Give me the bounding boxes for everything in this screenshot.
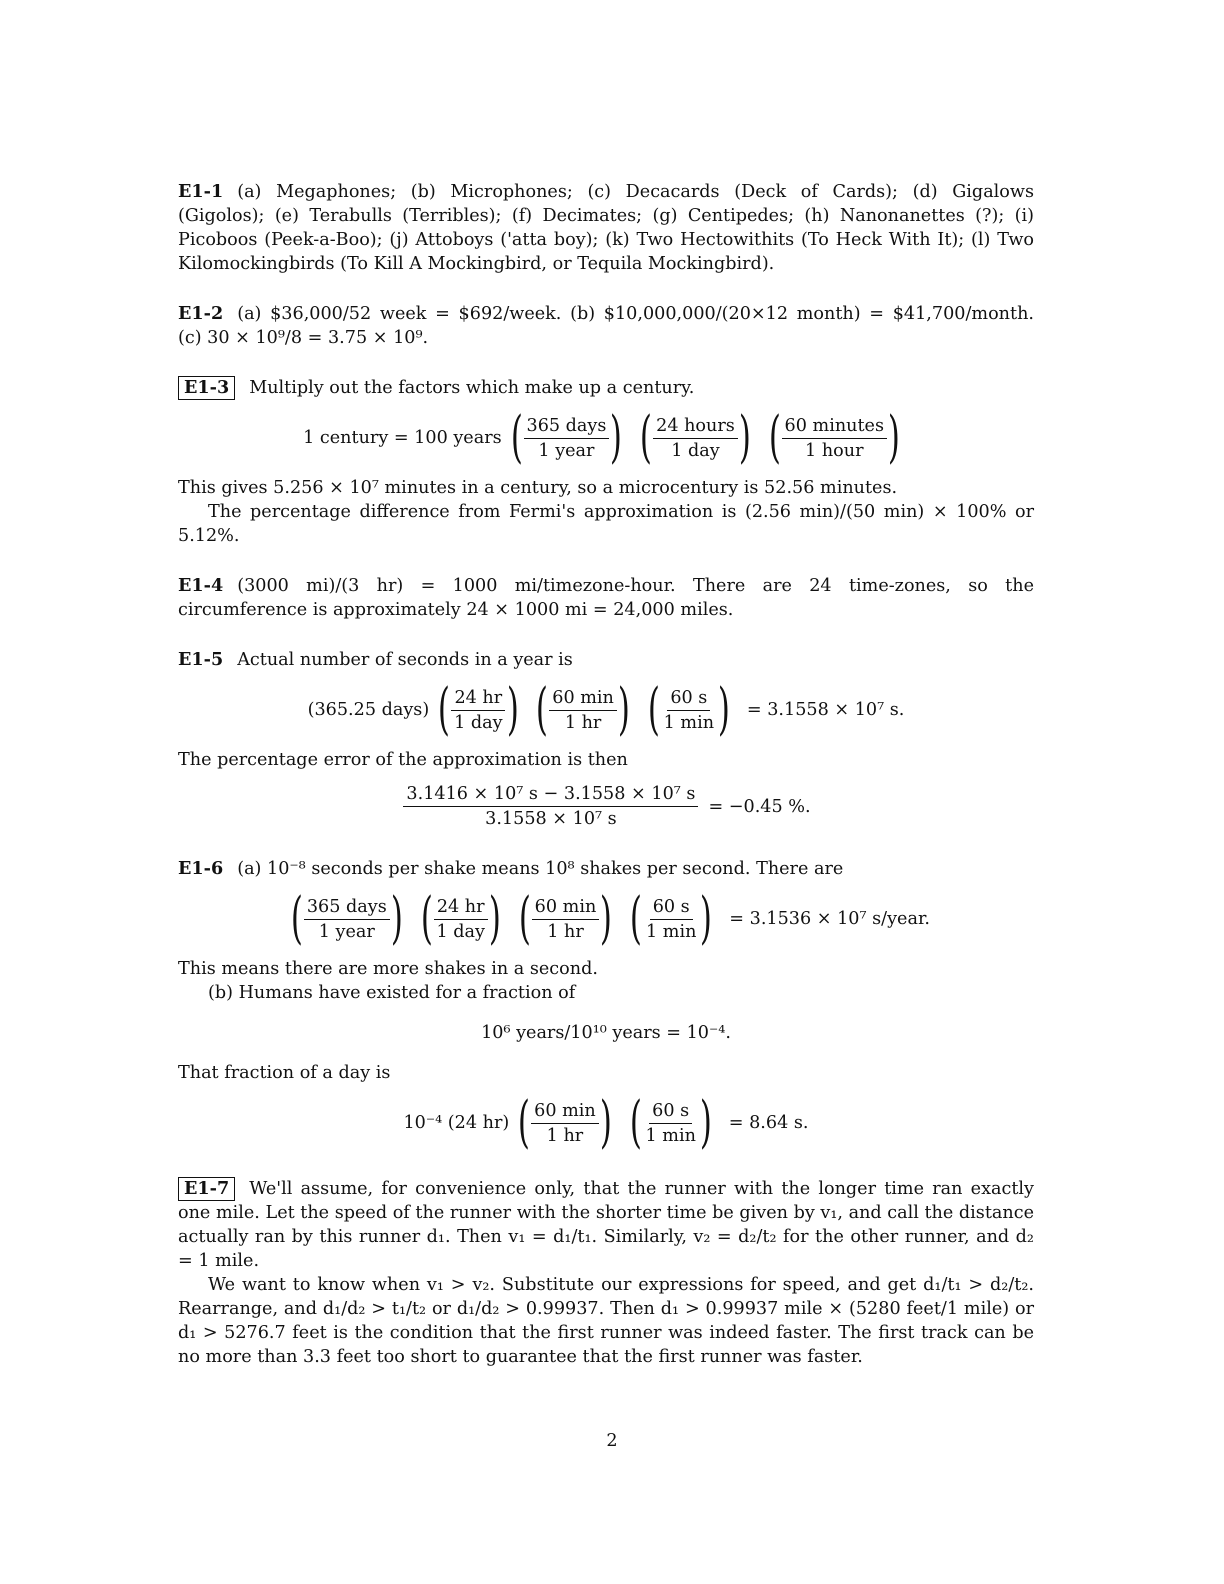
equation-fraction	[178, 1021, 1034, 1045]
exercise-intro: (a) 10⁻⁸ seconds per shake means 10⁸ shakes per second. There are	[237, 859, 844, 879]
exercise-e1-1	[178, 180, 1034, 276]
equation-seconds-year: (365.25 days) ( $\frac{24 hr}{\text{1 day}}$ ) ( $\frac{60 \min}{1 hr}$ ) ( $\frac{60 s}{1 \min}$ ) = 3.1558 × 10⁷ s.	[307, 677, 905, 742]
exercise-percent: The percentage difference from Fermi's approximation is (2.56 min)/(50 min) × 100% or 5.12%.	[178, 502, 1034, 546]
exercise-label-boxed: E1-3	[178, 376, 235, 400]
page-content	[178, 180, 1034, 1369]
fraction-denominator: 1 min	[645, 1125, 696, 1146]
page-number: 2	[606, 1431, 618, 1451]
exercise-para2: We want to know when v₁ > v₂. Substitute our expressions for speed, and get d₁/t₁ > d₂/t₂. Rearrange, and d₁/d₂ > t₁/t₂ or d₁/d₂ > 0.99937. Then d₁ > 0.99937 mile × (5280 feet/1 mile) or d₁ > 5276.7 feet is the condition that the first runner was indeed faster. The first track can be no more than 3.3 feet too short to guarantee that the first runner was faster.	[178, 1275, 1034, 1367]
equation-rhs: = 3.1536 × 10⁷ s/year.	[729, 909, 931, 929]
equation-seconds-year-365: ( $\frac{\text{365 days}}{\text{1 year}}$ ) ( $\frac{24 hr}{\text{1 day}}$ ) ( $\frac{60 \min}{1 hr}$ ) ( $\frac{60 s}{1 \min}$ ) = 3.1536 × 10⁷ s/year.	[290, 886, 931, 951]
fraction-numerator: 24 hours	[653, 414, 738, 439]
exercise-part-b: (b) Humans have existed for a fraction of	[208, 983, 576, 1003]
fraction-numerator: 3.1416 × 10⁷ s − 3.1558 × 10⁷ s	[403, 782, 698, 807]
fraction-denominator: 3.1558 × 10⁷ s	[485, 809, 617, 829]
exercise-para1: We'll assume, for convenience only, that the runner with the longer time ran exactly one mile. Let the speed of the runner with the shorter time be given by v₁, and call the distance actually ran by this runner d₁. Then v₁ = d₁/t₁. Similarly, v₂ = d₂/t₂ for the other runner, and d₂ = 1 mile.	[178, 1179, 1034, 1271]
fraction-numerator: 24 hr	[451, 686, 505, 711]
fraction-numerator: 60 s	[667, 686, 710, 711]
exercise-intro: Actual number of seconds in a year is	[237, 650, 573, 670]
fraction-denominator: 1 hour	[805, 440, 864, 461]
equation-lhs: 10⁻⁴ (24 hr)	[403, 1113, 510, 1133]
exercise-error-intro: The percentage error of the approximation is then	[178, 750, 628, 770]
exercise-text: (3000 mi)/(3 hr) = 1000 mi/timezone-hour. There are 24 time-zones, so the circumference is approximately 24 × 1000 mi = 24,000 miles.	[178, 576, 1034, 620]
fraction-numerator: 365 days	[304, 895, 390, 920]
fraction-numerator: 60 minutes	[782, 414, 887, 439]
exercise-label: E1-1	[178, 181, 224, 202]
fraction-denominator: 1 min	[663, 712, 715, 733]
equation-century: 1 century = 100 years ( $\frac{\text{365 days}}{\text{1 year}}$ ) ( $\frac{\text{24 hours}}{\text{1 day}}$ ) ( $\frac{\text{60 minutes}}{\text{1 hour}}$ )	[303, 405, 900, 470]
exercise-conclusion: This means there are more shakes in a second.	[178, 959, 598, 979]
equation-day-fraction: 10⁻⁴ (24 hr) ( $\frac{60 \min}{1 hr}$ ) ( $\frac{60 s}{1 \min}$ ) = 8.64 s.	[403, 1090, 809, 1155]
exercise-e1-2	[178, 302, 1034, 350]
fraction-denominator: 1 day	[436, 921, 485, 942]
fraction-denominator: 1 year	[538, 440, 595, 461]
exercise-intro: Multiply out the factors which make up a century.	[249, 378, 695, 398]
exercise-label-boxed: E1-7	[178, 1177, 235, 1201]
exercise-day-intro: That fraction of a day is	[178, 1063, 391, 1083]
fraction-numerator: 60 s	[650, 895, 693, 920]
equation-rhs: = −0.45 %.	[708, 796, 811, 817]
equation-text: 10⁶ years/10¹⁰ years = 10⁻⁴.	[481, 1023, 731, 1043]
exercise-text: (a) Megaphones; (b) Microphones; (c) Decacards (Deck of Cards); (d) Gigalows (Gigolos); (e) Terabulls (Terribles); (f) Decimates; (g) Centipedes; (h) Nanonanettes (?); (i) Picoboos (Peek-a-Boo); (j) Attoboys ('atta boy); (k) Two Hectowithits (To Heck With It); (l) Two Kilomockingbirds (To Kill A Mockingbird, or Tequila Mockingbird).	[178, 182, 1034, 274]
fraction-numerator: 60 min	[532, 895, 600, 920]
exercise-e1-3	[178, 376, 1034, 400]
equation-rhs: = 8.64 s.	[728, 1113, 809, 1133]
fraction-numerator: 60 min	[531, 1099, 599, 1124]
fraction-numerator: 365 days	[524, 414, 610, 439]
exercise-text: (a) $36,000/52 week = $692/week. (b) $10,000,000/(20×12 month) = $41,700/month. (c) 30 × 10⁹/8 = 3.75 × 10⁹.	[178, 304, 1034, 348]
fraction-numerator: 60 min	[549, 686, 617, 711]
exercise-e1-7	[178, 1177, 1034, 1273]
fraction-numerator: 24 hr	[434, 895, 488, 920]
exercise-e1-6	[178, 857, 1034, 881]
exercise-label: E1-6	[178, 858, 224, 879]
exercise-label: E1-5	[178, 649, 224, 670]
fraction-denominator: 1 day	[454, 712, 503, 733]
equation-percent-error	[178, 782, 1034, 831]
exercise-label: E1-2	[178, 303, 224, 324]
fraction-denominator: 1 hr	[547, 921, 584, 942]
fraction-denominator: 1 hr	[564, 712, 602, 733]
fraction-numerator: 60 s	[649, 1099, 692, 1124]
fraction-denominator: 1 day	[671, 440, 720, 461]
equation-lhs: (365.25 days)	[307, 700, 430, 720]
exercise-e1-4	[178, 574, 1034, 622]
fraction-denominator: 1 hr	[546, 1125, 584, 1146]
equation-lhs: 1 century = 100 years	[303, 428, 502, 448]
equation-rhs: = 3.1558 × 10⁷ s.	[746, 700, 905, 720]
fraction-denominator: 1 min	[646, 921, 697, 942]
exercise-result: This gives 5.256 × 10⁷ minutes in a century, so a microcentury is 52.56 minutes.	[178, 478, 898, 498]
exercise-label: E1-4	[178, 575, 224, 596]
fraction-denominator: 1 year	[318, 921, 375, 942]
exercise-e1-5	[178, 648, 1034, 672]
